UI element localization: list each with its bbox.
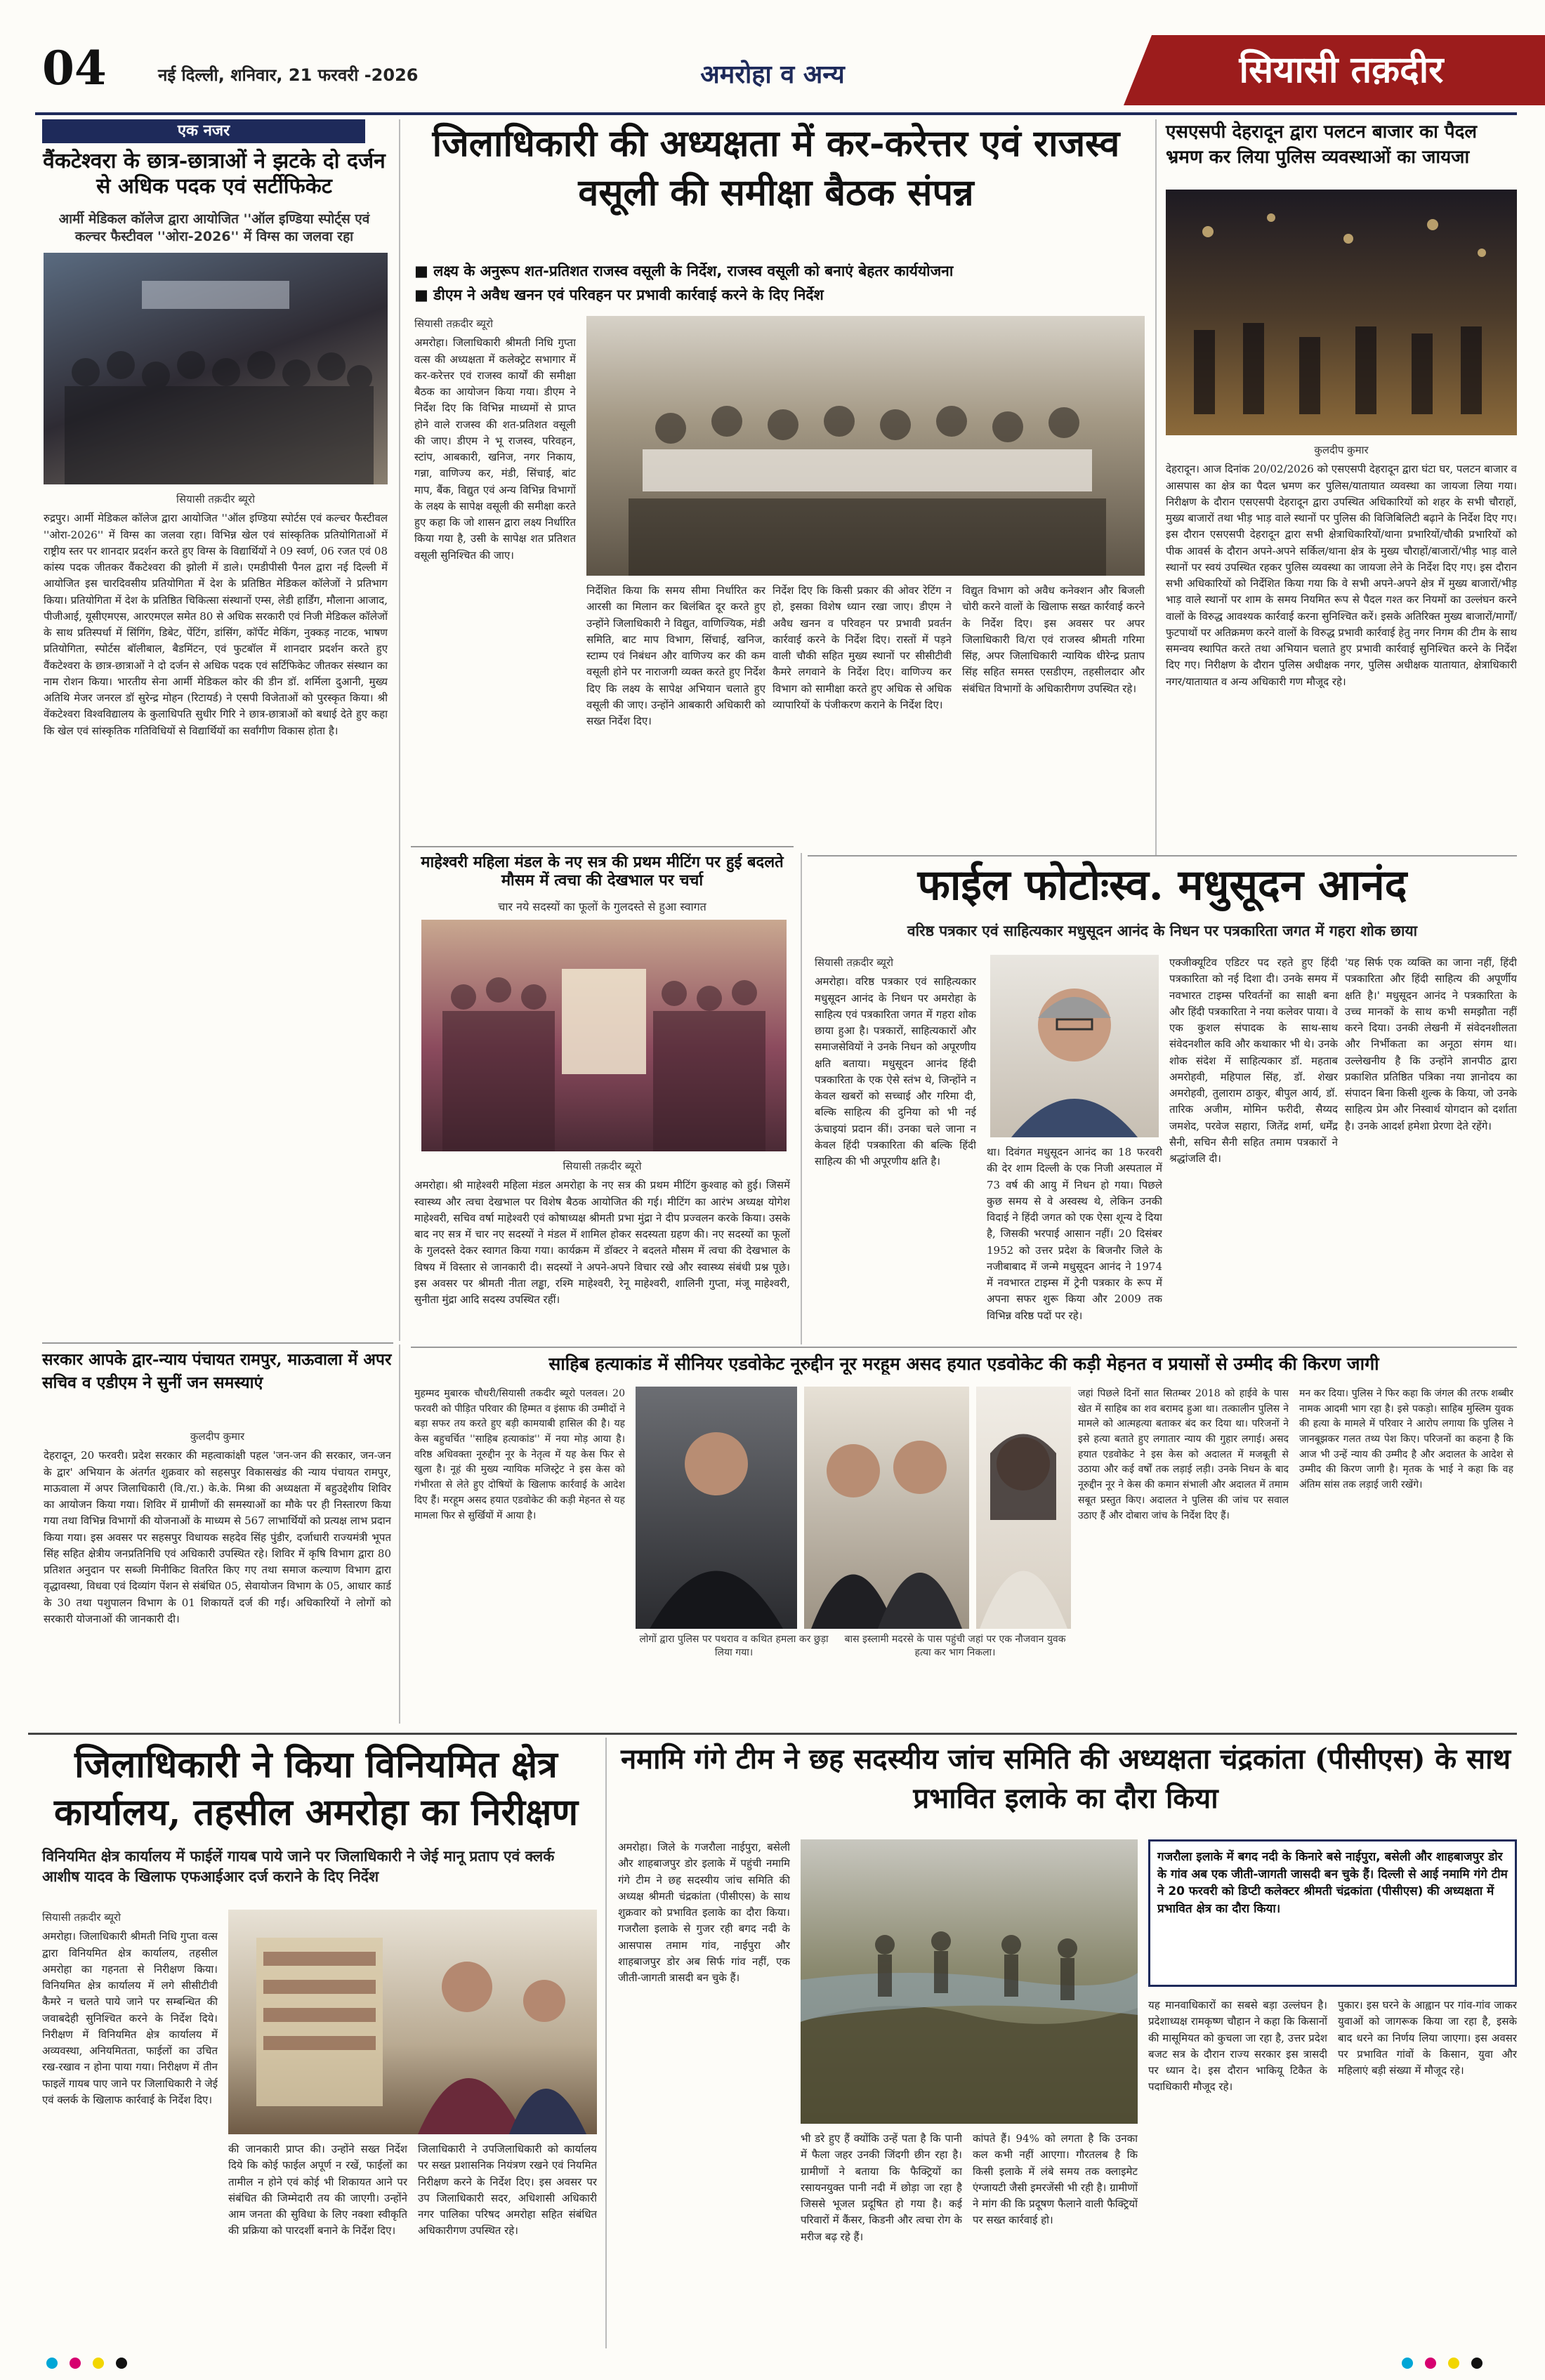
sahib-col-2 (1078, 1387, 1289, 1724)
yellow-dot (93, 2358, 104, 2369)
sarkar-byline: कुलदीप कुमार (190, 1430, 245, 1443)
paltan-headline: एसएसपी देहरादून द्वारा पलटन बाजार का पैदल भ्रमण कर लिया पुलिस व्यवस्थाओं का जायजा (1166, 121, 1478, 168)
viniyamit-col2-text: की जानकारी प्राप्त की। उन्होंने सख्त निर्देश दिये कि कोई फाईल अपूर्ण न रखें, फाईलों का तामील न होने एवं कोई भी शिकायत आने पर संबंधित की जिम्मेदारी तय की जाएगी। उन्होंने आम जनता की सुविधा के लिए नक्शा स्वीकृति की प्रक्रिया को पारदर्शी बनाने के निर्देश दिए। (228, 2143, 407, 2237)
street-photo-icon (1166, 190, 1517, 435)
sahib-col2-text: जहां पिछले दिनों सात सितम्बर 2018 को हाईवे के पास खेत में साहिब का शव बरामद हुआ था। तत्कालीन पुलिस ने मामले को आत्महत्या बताकर बंद कर दिया था। परिजनों ने इसे हत्या बताते हुए लगातार न्याय की गुहार लगाई। असद हयात एडवोकेट ने इस केस को अदालत में मजबूती से उठाया और कई वर्षों तक लड़ाई लड़ी। उनके निधन के बाद नूरुद्दीन नूर ने केस की कमान संभाली और अदालत में तमाम सबूत प्रस्तुत किए। अदालत ने पुलिस की जांच पर सवाल उठाए हैं और दोबारा जांच के निर्देश दिए हैं। (1078, 1388, 1289, 1521)
lead-byline: सियासी तक़दीर ब्यूरो (414, 317, 493, 330)
madhusudan-byline: सियासी तक़दीर ब्यूरो (815, 956, 893, 969)
maheshwari-photo (421, 920, 787, 1151)
madhusudan-headline: फाईल फोटोःस्व. मधुसूदन आनंद (917, 861, 1407, 910)
viniyamit-col-1 (42, 1910, 218, 2345)
ek-nazar-kicker: एक नजर (42, 119, 365, 143)
maheshwari-byline: सियासी तक़दीर ब्यूरो (563, 1160, 642, 1172)
namami-col5-text: पुकार। इस घरने के आह्वान पर गांव-गांव जाकर युवाओं को जागरूक किया जा रहा है, इसके बाद धरने का निर्णय लिया जाएगा। इस अवसर पर प्रभावित गांवों के किसान, युवा और महिलाएं बड़ी संख्या में मौजूद रहे। (1338, 1999, 1517, 2077)
madhusudan-col3-text: एक्जीक्यूटिव एडिटर पद रहते हुए हिंदी पत्रकारिता को नई दिशा दी। उनके समय में नवभारत टाइम्स परिवर्तनों का साक्षी बना और हिंदी पत्रकारिता ने नया कलेवर पाया। वे एक कुशल संपादक के साथ-साथ संवेदनशील कवि और कथाकार भी थे। उनके शोक संदेश में साहित्यकार डॉ. महताब अमरोहवी, महिपाल सिंह, डॉ. शेखर अमरोहवी, तुलाराम ठाकुर, बीपुल आर्य, डॉ. तारिक अजीम, मोमिन फरीदी, सैय्यद जमशेद, परवेज सहारा, जितेंद्र शर्मा, धर्मेंद्र सैनी, सचिन सैनी सहित तमाम पत्रकारों ने श्रद्धांजलि दी। (1169, 956, 1338, 1165)
masthead-rule (35, 112, 1517, 115)
woman-portrait-icon (976, 1387, 1071, 1629)
paltan-text: देहरादून। आज दिनांक 20/02/2026 को एसएसपी देहरादून द्वारा घंटा घर, पलटन बाजार व आसपास का क्षेत्र का पैदल भ्रमण कर पुलिस/यातायात व्यवस्था का जायजा लिया गया। निरीक्षण के दौरान एसएसपी देहरादून द्वारा उपस्थित अधिकारियों को शहर के सभी चौराहों, मुख्य बाजारों तथा भीड़ भाड़ वाले स्थानों पर पुलिस की विजिबिलिटी बढ़ाने के निर्देश दिए गए। इस दौरान एसएसपी देहरादून द्वारा सभी क्षेत्राधिकारियों/थाना प्रभारियों/चौकी प्रभारियों को पीक आवर्स के दौरान अपने-अपने सर्किल/थाना क्षेत्र के मुख्य चौराहों/बाजारों/भीड़ भाड़ वाले स्थानों पर स्वयं उपस्थित रहकर पुलिस व्यवस्था का जायजा लेने के निर्देश दिए गए। इस दौरान सभी अधिकारियों को निर्देशित किया गया कि वे सभी अपने-अपने क्षेत्र में मुख्य बाजारों/भीड़ भाड़ वाले स्थानों पर शाम के समय नियमित रूप से पैदल गश्त कर नियमों का उल्लंघन करने वालों के विरुद्ध आवश्यक कार्रवाई करना सुनिश्चित करें। इसके अतिरिक्त मुख्य बाजारों/मार्गों/फुटपाथों पर अतिक्रमण करने वालों के विरुद्ध प्रभावी कार्रवाई हेतु नगर निगम की टीम के साथ समन्वय स्थापित करते तथा अभियान चलाते हुए प्रभावी कार्रवाई सुनिश्चित करने के निर्देश दिए गए। निरीक्षण के दौरान पुलिस अधीक्षक नगर, पुलिस अधीक्षक यातायात, क्षेत्राधिकारी नगर/यातायात व अन्य अधिकारी गण मौजूद रहे। (1166, 463, 1517, 688)
viniyamit-byline: सियासी तक़दीर ब्यूरो (42, 1911, 121, 1924)
lead-headline: जिलाधिकारी की अध्यक्षता में कर-करेत्तर एवं राजस्व वसूली की समीक्षा बैठक संपन्न (432, 122, 1120, 215)
advocates-group-icon (804, 1387, 969, 1629)
lead-col4-text: निर्देश दिए कि किसी प्रकार की ओवर रेटिंग न हो, इसका विशेष ध्यान रखा जाए। डीएम ने अवैध खनन व परिवहन पर प्रभावी प्रवर्तन कार्रवाई करने के निर्देश दिए। रास्तों में पड़ने वाली चौकी सहित मुख्य स्थानों पर सीसीटीवी कैमरे लगवाने के निर्देश दिए। वाणिज्य कर विभाग को सामीक्षा करते हुए अधिक से अधिक व्यापारियों के पंजीकरण कराने के निर्देश दिए। (772, 584, 952, 711)
viniyamit-col1-text: अमरोहा। जिलाधिकारी श्रीमती निधि गुप्ता वत्स द्वारा विनियमित क्षेत्र कार्यालय, तहसील अमरोहा का गहनता से निरीक्षण किया। विनियमित क्षेत्र कार्यालय में लगे सीसीटीवी कैमरे न चलते पाये जाने पर सम्बन्धित की जवाबदेही सुनिश्चित करने के निर्देश दिये। निरीक्षण में विनियमित क्षेत्र कार्यालय में अव्यवस्था, अनियमितता, फाईलों का उचित रख-रखाव न होना पाया गया। निरीक्षण में तीन फाइलें गायब पाए जाने पर जिलाधिकारी ने जेई एवं क्लर्क के खिलाफ कार्रवाई के निर्देश दिए। (42, 1930, 218, 2106)
madhusudan-photo (990, 955, 1159, 1137)
sahib-photo-3 (976, 1387, 1071, 1629)
sahib-top-rule (411, 1347, 1517, 1348)
ek-nazar-photo (44, 253, 388, 484)
madhusudan-deck: वरिष्ठ पत्रकार एवं साहित्यकार मधुसूदन आनंद के निधन पर पत्रकारिता जगत में गहरा शोक छाया (907, 923, 1418, 939)
madhusudan-col4-text: 'यह सिर्फ एक व्यक्ति का जाना नहीं, हिंदी पत्रकारिता और हिंदी साहित्य की अपूर्णीय क्षति है।' मधुसूदन आनंद ने पत्रकारिता के उच्च मानकों के साथ कभी समझौता नहीं करने दिया। उनकी लेखनी में संवेदनशीलता और निर्भीकता का अनूठा संगम था। उल्लेखनीय है कि उन्होंने ज्ञानपीठ द्वारा प्रकाशित प्रतिष्ठित पत्रिका नया ज्ञानोदय का संपादन बिना किसी शुल्क के किया, जो उनके साहित्य प्रेम और निस्वार्थ योगदान को दर्शाता है। उनके आदर्श हमेशा प्रेरणा देते रहेंगे। (1345, 956, 1517, 1132)
madhusudan-col1-text: अमरोहा। वरिष्ठ पत्रकार एवं साहित्यकार मधुसूदन आनंद के निधन पर अमरोहा के साहित्य एवं पत्रकारिता जगत में गहरा शोक छाया हुआ है। पत्रकारों, साहित्यकारों और समाजसेवियों ने उनके निधन को अपूरणीय क्षति बताया। मधुसूदन आनंद हिंदी पत्रकारिता के एक ऐसे स्तंभ थे, जिन्होंने न केवल खबरों को सच्चाई और गरिमा दी, बल्कि साहित्य की दुनिया को भी नई ऊंचाइयां प्रदान कीं। उनका चले जाना न केवल हिंदी पत्रकारिता की बल्कि हिंदी साहित्य की भी अपूरणीय क्षति है। (815, 975, 976, 1168)
madhusudan-col-1 (815, 955, 976, 1341)
meeting-photo-icon (586, 316, 1145, 576)
date-line: नई दिल्ली, शनिवार, 21 फरवरी -2026 (158, 65, 419, 85)
viniyamit-top-rule (28, 1733, 1517, 1735)
viniyamit-col3-text: जिलाधिकारी ने उपजिलाधिकारी को कार्यालय पर सख्त प्रशासनिक नियंत्रण रखने एवं नियमित निरीक्षण करने के निर्देश दिए। इस अवसर पर उप जिलाधिकारी सदर, अधिशासी अधिकारी नगर पालिका परिषद अमरोहा सहित संबंधित अधिकारीगण उपस्थित रहे। (418, 2143, 597, 2237)
ek-nazar-body (44, 491, 388, 1313)
namami-col-1 (618, 1839, 790, 2345)
namami-col-5 (1338, 1997, 1517, 2345)
lead-col-1 (414, 316, 576, 835)
advocate-photo-icon (636, 1387, 797, 1629)
madhusudan-col-4 (1345, 955, 1517, 1341)
sahib-col-3 (1299, 1387, 1513, 1724)
paltan-body (1166, 442, 1517, 849)
river-bank-photo-icon (801, 1839, 1138, 2124)
section-label: अमरोहा व अन्य (700, 60, 845, 89)
ek-nazar-deck: आर्मी मेडिकल कॉलेज द्वारा आयोजित ''ऑल इण्डिया स्पोर्ट्स एवं कल्चर फैस्टीवल ''ओरा-2026'' में विग्स का जलवा रहा (58, 211, 370, 244)
maheshwari-deck: चार नये सदस्यों का फूलों के गुलदस्ते से हुआ स्वागत (498, 900, 706, 913)
sahib-col3-text: मन कर दिया। पुलिस ने फिर कहा कि जंगल की तरफ शब्बीर नामक आदमी भाग रहा है। इसे पकड़ो। साहिब मुस्लिम युवक की हत्या के मामले में परिवार ने आरोप लगाया कि पुलिस ने जानबूझकर गलत तथ्य पेश किए। परिजनों का कहना है कि आज भी उन्हें न्याय की उम्मीद है और अदालत के आदेश से उम्मीद की किरण जागी है। मृतक के भाई ने कहा कि वह अंतिम सांस तक लड़ाई जारी रखेंगे। (1299, 1388, 1513, 1491)
print-color-bar (42, 2358, 1517, 2373)
lead-photo (586, 316, 1145, 576)
namami-photo (801, 1839, 1138, 2124)
namami-col-2 (801, 2131, 962, 2345)
sahib-photo-2 (804, 1387, 969, 1629)
ek-nazar-headline: वैंकटेश्वरा के छात्र-छात्राओं ने झटके दो दर्जन से अधिक पदक एवं सर्टीफिकेट (43, 149, 386, 199)
lead-col-5 (962, 583, 1145, 835)
office-inspection-icon (228, 1910, 597, 2134)
sarkar-headline: सरकार आपके द्वार-न्याय पंचायत रामपुर, माऊवाला में अपर सचिव व एडीएम ने सुनीं जन समस्याएं (42, 1350, 392, 1393)
lead-col1-text: अमरोहा। जिलाधिकारी श्रीमती निधि गुप्ता वत्स की अध्यक्षता में कलेक्ट्रेट सभागार में कर-करेत्तर एवं राजस्व कार्यों की समीक्षा बैठक का आयोजन किया गया। डीएम ने निर्देश दिए कि विभिन्न माध्यमों से प्राप्त होने वाले राजस्व की शत-प्रतिशत वसूली की जाए। डीएम ने भू राजस्व, परिवहन, स्टांप, आबकारी, खनिज, नगर निकाय, गन्ना, वाणिज्य कर, मंडी, सिंचाई, बांट माप, बैंक, विद्युत एवं अन्य विभिन्न विभागों के लक्ष्य के सापेक्ष वसूली की समीक्षा करते हुए कहा कि जो शासन द्वारा लक्ष्य निर्धारित किया गया है, उसी के सापेक्ष शत प्रतिशत वसूली सुनिश्चित की जाए। (414, 336, 576, 562)
lead-col-3 (586, 583, 765, 835)
maheshwari-body (414, 1158, 790, 1341)
madhusudan-col-2 (987, 1144, 1162, 1341)
col-rule-2 (1155, 119, 1157, 857)
lead-col3-text: निर्देशित किया कि समय सीमा निर्धारित कर आरसी का मिलान कर बिलंबित दूर करते हुए उन्होंने जिलाधिकारी ने विद्युत, वाणिज्यिक, मंडी समिति, बाट माप विभाग, सिंचाई, खनिज, स्टाम्प एवं निबंधन और वाणिज्य कर की कम वसूली होने पर नाराजगी व्यक्त करते हुए निर्देश दिए कि लक्ष्य के सापेक्ष अभियान चलाते हुए वसूली की जाए। उन्होंने आबकारी अधिकारी को सख्त निर्देश दिए। (586, 584, 765, 727)
viniyamit-col-2 (228, 2141, 407, 2345)
print-color-bar-right (1398, 2358, 1517, 2373)
namami-col-4 (1148, 1997, 1327, 2345)
lead-col-4 (772, 583, 952, 835)
portrait-icon (990, 955, 1159, 1137)
paltan-photo (1166, 190, 1517, 435)
madhusudan-col-3 (1169, 955, 1338, 1341)
sahib-caption-1: लोगों द्वारा पुलिस पर पथराव व कथित हमला कर छुड़ा लिया गया। (639, 1634, 829, 1658)
namami-box (1148, 1839, 1517, 1987)
namami-col3-text: कांपते हैं। 94% को लगता है कि उनका कल कभी नहीं आएगा। गौरतलब है कि किसी इलाके में लंबे समय तक क्लाइमेट एंग्जायटी जैसी इमरजेंसी भी रही है। ग्रामीणों ने मांग की कि प्रदूषण फैलाने वाली फैक्ट्रियों पर सख्त कार्रवाई हो। (973, 2132, 1138, 2227)
ek-nazar-text: रुद्रपुर। आर्मी मेडिकल कॉलेज द्वारा आयोजित ''ऑल इण्डिया स्पोर्टस एवं कल्चर फैस्टीवल ''ओरा-2026'' में विग्स का जलवा रहा। विभिन्न खेल एवं सांस्कृतिक प्रतियोगिताओं में राष्ट्रीय स्तर पर शानदार प्रदर्शन करते हुए विग्स के विद्यार्थियों ने 09 स्वर्ण, 06 रजत एवं 08 कांस्य पदक जीतकर वैंकटेश्वरा की झोली में डाले। एमडीपीसी पैनल द्वारा नई दिल्ली में आयोजित इस चारदिवसीय प्रतियोगिता में देश के प्रतिष्ठित मेडिकल कॉलेजों ने प्रतिभाग किया। प्रतियोगिता में देश के प्रतिष्ठित चिकित्सा संस्थानों एम्स, लेडी हार्डिंग, मौलाना आजाद, पीजीआई, यूसीएमएस, आरएमएल समेत 80 से अधिक सरकारी एवं निजी मेडिकल कॉलेजों के साथ प्रतिस्पर्धा में सिंगिंग, डिबेट, पेंटिंग, डांसिंग, कॉर्पेट मेकिंग, नुक्कड़ नाटक, भाषण प्रतियोगिता, स्पोर्टस बॉलीबाल, बैडमिंटन, एवं फुटबॉल में शानदार प्रदर्शन करते हुए वैंकटेश्वरा के छात्र-छात्राओं ने दो दर्जन से अधिक पदक एवं सर्टिफिकेट जीतकर संस्थान का नाम रोशन किया। भारतीय सेना आर्मी मेडिकल कोर की डीन डॉ. शर्मिला दुआनी, मुख्य अतिथि मेजर जनरल डॉ सुरेन्द्र मोहन (रिटायर्ड) ने एसपी विजेताओं को पुरस्कृत किया। श्री वेंकटेश्वरा विश्वविद्यालय के कुलाधिपति सुधीर गिरि ने छात्र-छात्राओं को बधाई देते हुए कहा कि खेल एवं सांस्कृतिक गतिविधियों से विद्यार्थियों का सर्वांगीण विकास होता है। (44, 512, 388, 737)
paltan-byline: कुलदीप कुमार (1314, 444, 1369, 456)
sarkar-top-rule (42, 1342, 393, 1344)
masthead (0, 0, 1545, 105)
cyan-dot-r (1402, 2358, 1413, 2369)
sahib-caption-2: बास इस्लामी मदरसे के पास पहुंची जहां पर एक नौजवान युवक हत्या कर भाग निकला। (844, 1634, 1066, 1658)
lead-bullet-1: ■ लक्ष्य के अनुरूप शत-प्रतिशत राजस्व वसूली के निर्देश, राजस्व वसूली को बनाएं बेहतर कार्ययोजना (414, 263, 954, 279)
ek-nazar-byline: सियासी तक़दीर ब्यूरो (176, 493, 255, 505)
magenta-dot-r (1425, 2358, 1436, 2369)
namami-col-3 (973, 2131, 1138, 2345)
viniyamit-photo (228, 1910, 597, 2134)
madhusudan-col2-text: था। दिवंगत मधुसूदन आनंद का 18 फरवरी की देर शाम दिल्ली के एक निजी अस्पताल में 73 वर्ष की आयु में निधन हो गया। पिछले कुछ समय से वे अस्वस्थ थे, लेकिन उनकी विदाई ने हिंदी जगत को एक ऐसा शून्य दे दिया है, जिसकी भरपाई आसान नहीं। 20 दिसंबर 1952 को उत्तर प्रदेश के बिजनौर जिले के नजीबाबाद में जन्मे मधुसूदन आनंद ने 1974 में नवभारत टाइम्स में ट्रेनी पत्रकार के रूप में अपना सफर शुरू किया और 2009 तक विभिन्न वरिष्ठ पदों पर रहे। (987, 1146, 1162, 1322)
sarkar-text: देहरादून, 20 फरवरी। प्रदेश सरकार की महत्वाकांक्षी पहल 'जन-जन की सरकार, जन-जन के द्वार' अभियान के अंतर्गत शुक्रवार को सहसपुर विकासखंड की न्याय पंचायत रामपुर, माऊवाला में अपर जिलाधिकारी (वि./रा.) के.के. मिश्रा की अध्यक्षता में बहुउद्देशीय शिविर का आयोजन किया गया। शिविर में ग्रामीणों की समस्याओं का मौके पर ही निस्तारण किया गया तथा विभिन्न विभागों की योजनाओं के माध्यम से 567 लाभार्थियों को प्रत्यक्ष लाभ प्रदान किया गया। इस अवसर पर सहसपुर विधायक सहदेव सिंह पुंडीर, दर्जाधारी राज्यमंत्री भूपत सिंह सहित क्षेत्रीय जनप्रतिनिधि एवं अधिकारी उपस्थित रहे। शिविर में कृषि विभाग द्वारा 80 प्रतिशत अनुदान पर सब्जी मिनीकिट वितरित किए गए तथा समाज कल्याण विभाग द्वारा वृद्धावस्था, विधवा एवं दिव्यांग पेंशन से संबंधित 05, सेवायोजन विभाग के 05, आधार कार्ड के 30 तथा पशुपालन विभाग के 01 शिकायतें दर्ज की गईं। अधिकारियों ने लोगों को सरकारी योजनाओं की जानकारी दी। (44, 1449, 391, 1625)
paper-name: सियासी तक़दीर (1239, 49, 1444, 91)
magenta-dot (70, 2358, 81, 2369)
page-number: 04 (42, 41, 107, 95)
col-rule-1 (399, 119, 400, 1341)
col-rule-5 (605, 1738, 607, 2348)
sarkar-body (44, 1429, 391, 1720)
sahib-photo-1 (636, 1387, 797, 1629)
col-rule-4 (399, 1344, 400, 1724)
group-photo-icon (44, 253, 388, 484)
namami-col4-text: यह मानवाधिकारों का सबसे बड़ा उल्लंघन है। प्रदेशाध्यक्ष रामकृष्ण चौहान ने कहा कि किसानों की मासूमियत को कुचला जा रहा है, उत्तर प्रदेश बजट सत्र के दौरान राज्य सरकार इस त्रासदी पर ध्यान दे। इस दौरान भाकियू टिकैत के पदाधिकारी मौजूद रहे। (1148, 1999, 1327, 2094)
black-dot-r (1471, 2358, 1482, 2369)
sahib-col1-text: मुहम्मद मुबारक चौधरी/सियासी तकदीर ब्यूरो पलवल। 20 फरवरी को पीड़ित परिवार की हिम्मत व इंसाफ की उम्मीदों ने बड़ा सफर तय करते हुए बड़ी कामयाबी हासिल की है। यह केस बहुचर्चित ''साहिब हत्याकांड'' में नया मोड़ आया है। वरिष्ठ अधिवक्ता नूरुद्दीन नूर के नेतृत्व में यह केस फिर से खुला है। नूहं की मुख्य न्यायिक मजिस्ट्रेट ने इस केस को गंभीरता से लेते हुए दोषियों के खिलाफ कार्रवाई के आदेश दिए हैं। मरहूम असद हयात एडवोकेट की कड़ी मेहनत से यह मामला फिर से सुर्खियों में आया है। (414, 1388, 625, 1521)
group-women-photo-icon (421, 920, 787, 1151)
maheshwari-text: अमरोहा। श्री माहेश्वरी महिला मंडल अमरोहा के नए सत्र की प्रथम मीटिंग कुश्वाह को हुई। जिसमें स्वास्थ्य और त्वचा देखभाल पर विशेष बैठक आयोजित की गई। मीटिंग का आरंभ अध्यक्ष योगेश माहेश्वरी, सचिव वर्षा माहेश्वरी एवं कोषाध्यक्ष श्रीमती प्रभा मुंद्रा ने दीप प्रज्वलन करके किया। उसके बाद नए सत्र में चार नए सदस्यों ने मंडल में शामिल होकर सदस्यता ग्रहण की। नए सदस्यों का फूलों के गुलदस्ते देकर स्वागत किया गया। कार्यक्रम में डॉक्टर ने बदलते मौसम में त्वचा की देखभाल के विषय में विस्तार से जानकारी दी। सदस्यों ने अपने-अपने विचार रखे और स्वास्थ्य संबंधी प्रश्न पूछे। इस अवसर पर श्रीमती नीता लड्ढा, रश्मि माहेश्वरी, रेनू माहेश्वरी, शालिनी गुप्ता, मंजू माहेश्वरी, सुनीता मुंद्रा आदि सदस्य उपस्थित रहीं। (414, 1179, 790, 1306)
yellow-dot-r (1448, 2358, 1459, 2369)
cyan-dot (46, 2358, 58, 2369)
namami-col2-text: भी डरे हुए हैं क्योंकि उन्हें पता है कि पानी में फैला जहर उनकी जिंदगी छीन रहा है। ग्रामीणों ने बताया कि फैक्ट्रियों का रसायनयुक्त पानी नदी में छोड़ा जा रहा है जिससे भूजल प्रदूषित हो गया है। कई परिवारों में कैंसर, किडनी और त्वचा रोग के मरीज बढ़ रहे हैं। (801, 2132, 962, 2243)
viniyamit-deck: विनियमित क्षेत्र कार्यालय में फाईलें गायब पाये जाने पर जिलाधिकारी ने जेई मानू प्रताप एवं क्लर्क आशीष यादव के खिलाफ एफआईआर दर्ज कराने के दिए निर्देश (42, 1848, 555, 1886)
viniyamit-col-3 (418, 2141, 597, 2345)
namami-headline: नमामि गंगे टीम ने छह सदस्यीय जांच समिति की अध्यक्षता चंद्रकांता (पीसीएस) के साथ प्रभावित इलाके का दौरा किया (620, 1743, 1511, 1815)
viniyamit-headline: जिलाधिकारी ने किया विनियमित क्षेत्र कार्यालय, तहसील अमरोहा का निरीक्षण (53, 1743, 579, 1834)
sahib-col-1 (414, 1387, 625, 1724)
sahib-headline: साहिब हत्याकांड में सीनियर एडवोकेट नूरुद्दीन नूर मरहूम असद हयात एडवोकेट की कड़ी मेहनत व प्रयासों से उम्मीद की किरण जागी (548, 1354, 1379, 1374)
col-rule-3 (801, 853, 802, 1344)
namami-col1-text: अमरोहा। जिले के गजरौला नाईपुरा, बसेली और शाहबाजपुर डोर इलाके में पहुंची नमामि गंगे टीम ने छह सदस्यीय जांच समिति की अध्यक्ष श्रीमती चंद्रकांता (पीसीएस) के साथ शुक्रवार को प्रभावित इलाके का दौरा किया। गजरौला इलाके से गुजर रही बगद नदी के आसपास तमाम गांव, नाईपुरा और शाहबाजपुर डोर अब सिर्फ गांव नहीं, एक जीती-जागती त्रासदी बन चुके हैं। (618, 1841, 790, 1984)
maheshwari-headline: माहेश्वरी महिला मंडल के नए सत्र की प्रथम मीटिंग पर हुई बदलते मौसम में त्वचा की देखभाल पर चर्चा (421, 853, 784, 890)
lead-bullets (414, 261, 1152, 305)
madhusudan-top-rule (808, 855, 1517, 857)
lead-bullet-2: ■ डीएम ने अवैध खनन एवं परिवहन पर प्रभावी कार्रवाई करने के दिए निर्देश (414, 286, 824, 303)
lead-col5-text: विद्युत विभाग को अवैध कनेक्शन और बिजली चोरी करने वालों के खिलाफ सख्त कार्रवाई करने के निर्देश दिए। इस अवसर पर अपर जिलाधिकारी वि/रा एवं राजस्व श्रीमती गरिमा सिंह, अपर जिलाधिकारी न्यायिक धीरेन्द्र प्रताप सिंह सहित समस्त एसडीएम, तहसीलदार और संबंधित विभागों के अधिकारीगण उपस्थित रहे। (962, 584, 1145, 695)
maheshwari-top-rule (411, 846, 794, 847)
black-dot (116, 2358, 127, 2369)
namami-box-text: गजरौला इलाके में बगद नदी के किनारे बसे नाईपुरा, बसेली और शाहबाजपुर डोर के गांव अब एक जीती-जागती जासदी बन चुके हैं। दिल्ली से आई नमामि गंगे टीम ने 20 फरवरी को डिप्टी कलेक्टर श्रीमती चंद्रकांता (पीसीएस) की अध्यक्षता में प्रभावित क्षेत्र का दौरा किया। (1157, 1850, 1508, 1916)
